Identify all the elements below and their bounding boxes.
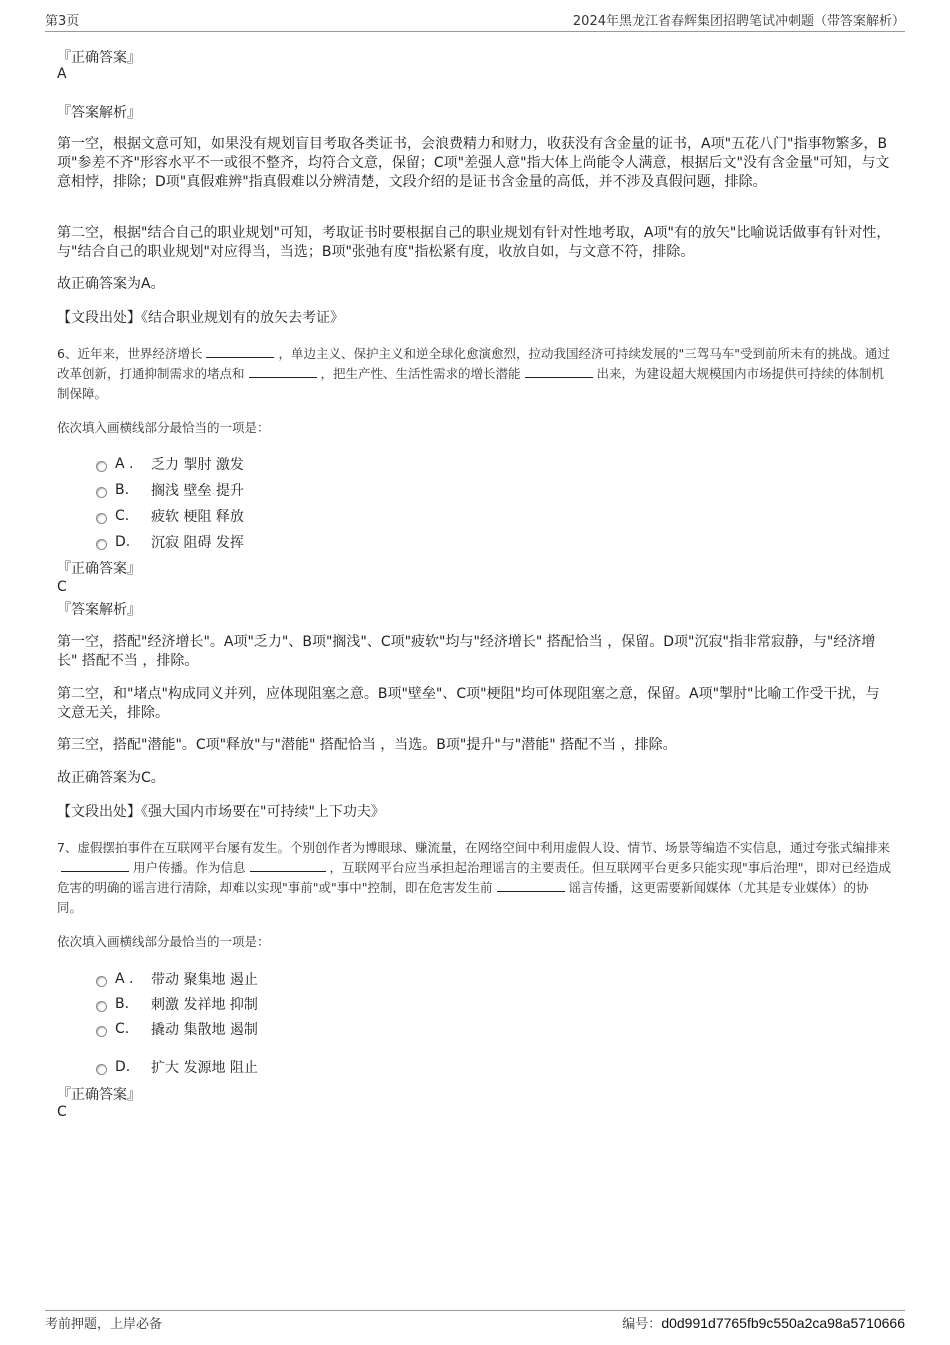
radio-button[interactable] <box>96 513 107 524</box>
stem-text: 6、近年来，世界经济增长 <box>57 346 203 361</box>
stem-text: 用户传播。作为信息 <box>133 860 246 875</box>
analysis-paragraph: 第三空，搭配"潜能"。C项"释放"与"潜能" 搭配恰当 ，当选。B项"提升"与"潜能" 搭配不当 ，排除。 <box>57 737 677 753</box>
option-text: 乏力 掣肘 激发 <box>151 457 244 473</box>
option-text: 撬动 集散地 遏制 <box>151 1022 258 1038</box>
question-7-stem <box>57 838 893 918</box>
id-label: 编号： <box>622 1317 662 1332</box>
stem-text: ，把生产性、生活性需求的增长潜能 <box>320 366 521 381</box>
option-c[interactable] <box>96 1019 258 1039</box>
stem-text: ，单边主义、保护主义和逆全球化愈演愈烈，拉动我国经济可持续发展的"三驾马车"受到前所未有的挑战。通过改革创新，打通抑制需求的堵点和 <box>57 346 890 381</box>
analysis-conclusion: 故正确答案为C。 <box>57 770 165 786</box>
blank <box>525 365 593 378</box>
answer-label: 『正确答案』 <box>57 1087 141 1103</box>
option-text: 扩大 发源地 阻止 <box>151 1060 258 1076</box>
analysis-paragraph: 第一空，根据文意可知，如果没有规划盲目考取各类证书，会浪费精力和财力，收获没有含金量的证书，A项"五花八门"指事物繁多，B项"参差不齐"形容水平不一或很不整齐，均符合文意，保留；C项"差强人意"指大体上尚能令人满意，根据后文"没有含金量"可知，与文意相悖，排除；D项"真假难辨"指真假难以分辨清楚，文段介绍的是证书含金量的高低，并不涉及真假问题，排除。 <box>57 136 890 190</box>
blank <box>249 365 317 378</box>
footer-divider <box>45 1310 905 1311</box>
option-letter: C. <box>115 1021 130 1037</box>
option-letter: C. <box>115 508 130 524</box>
analysis-paragraph: 第二空，和"堵点"构成同义并列，应体现阻塞之意。B项"壁垒"、C项"梗阻"均可体现阻塞之意，保留。A项"掣肘"比喻工作受干扰，与文意无关，排除。 <box>57 686 880 721</box>
analysis-label: 『答案解析』 <box>57 602 141 618</box>
radio-button[interactable] <box>96 1001 107 1012</box>
footer-slogan: 考前押题，上岸必备 <box>45 1317 163 1332</box>
question-6-stem <box>57 344 893 404</box>
option-letter: B. <box>115 482 130 498</box>
answer-label: 『正确答案』 <box>57 50 141 66</box>
document-title: 2024年黑龙江省春辉集团招聘笔试冲刺题（带答案解析） <box>572 14 905 29</box>
option-d[interactable] <box>96 532 244 552</box>
analysis-label: 『答案解析』 <box>57 105 141 121</box>
option-text: 带动 聚集地 遏止 <box>151 972 258 988</box>
analysis-paragraph: 第一空，搭配"经济增长"。A项"乏力"、B项"搁浅"、C项"疲软"均与"经济增长" 搭配恰当 ，保留。D项"沉寂"指非常寂静，与"经济增长" 搭配不当 ，排除。 <box>57 634 876 669</box>
document-id <box>622 1313 905 1332</box>
option-text: 疲软 梗阻 释放 <box>151 509 244 525</box>
option-letter: A . <box>115 971 134 987</box>
correct-answer: A <box>57 66 67 82</box>
stem-text: 出来，为建设超大规模国内市场提供可持续的体制机制保障。 <box>57 366 885 401</box>
option-text: 沉寂 阻碍 发挥 <box>151 535 244 551</box>
radio-button[interactable] <box>96 1064 107 1075</box>
option-c[interactable] <box>96 506 244 526</box>
answer-label: 『正确答案』 <box>57 561 141 577</box>
correct-answer: C <box>57 579 67 595</box>
header-divider <box>45 31 905 32</box>
option-a[interactable] <box>96 454 244 474</box>
blank <box>250 859 326 872</box>
option-b[interactable] <box>96 480 244 500</box>
source-citation: 【文段出处】《强大国内市场要在"可持续"上下功夫》 <box>57 804 385 820</box>
source-citation: 【文段出处】《结合职业规划有的放矢去考证》 <box>57 310 344 326</box>
radio-button[interactable] <box>96 1026 107 1037</box>
blank <box>61 859 129 872</box>
blank <box>206 345 274 358</box>
radio-button[interactable] <box>96 461 107 472</box>
option-letter: B. <box>115 996 130 1012</box>
option-text: 刺激 发祥地 抑制 <box>151 997 258 1013</box>
id-value: d0d991d7765fb9c550a2ca98a5710666 <box>661 1315 905 1331</box>
blank <box>497 879 565 892</box>
correct-answer: C <box>57 1104 67 1120</box>
option-text: 搁浅 壁垒 提升 <box>151 483 244 499</box>
option-letter: D. <box>115 1059 131 1075</box>
option-b[interactable] <box>96 994 258 1014</box>
stem-text: 谣言传播，这更需要新闻媒体（尤其是专业媒体）的协同。 <box>57 880 869 915</box>
radio-button[interactable] <box>96 487 107 498</box>
question-prompt: 依次填入画横线部分最恰当的一项是： <box>57 420 270 435</box>
analysis-conclusion: 故正确答案为A。 <box>57 276 165 292</box>
radio-button[interactable] <box>96 539 107 550</box>
page-number: 第3页 <box>45 14 80 29</box>
option-letter: A . <box>115 456 134 472</box>
option-d[interactable] <box>96 1057 258 1077</box>
radio-button[interactable] <box>96 976 107 987</box>
stem-text: ，互联网平台应当承担起治理谣言的主要责任。但互联网平台更多只能实现"事后治理"，即对已经造成危害的明确的谣言进行清除，却难以实现"事前"或"事中"控制，即在危害发生前 <box>57 860 892 895</box>
stem-text: 7、虚假摆拍事件在互联网平台屡有发生。个别创作者为博眼球、赚流量，在网络空间中利用虚假人设、情节、场景等编造不实信息，通过夸张式编排来 <box>57 840 890 855</box>
option-letter: D. <box>115 534 131 550</box>
question-prompt: 依次填入画横线部分最恰当的一项是： <box>57 934 270 949</box>
analysis-paragraph: 第二空，根据"结合自己的职业规划"可知，考取证书时要根据自己的职业规划有针对性地考取，A项"有的放矢"比喻说话做事有针对性，与"结合自己的职业规划"对应得当，当选；B项"张弛有度"指松紧有度，收放自如，与文意不符，排除。 <box>57 225 891 260</box>
option-a[interactable] <box>96 969 258 989</box>
